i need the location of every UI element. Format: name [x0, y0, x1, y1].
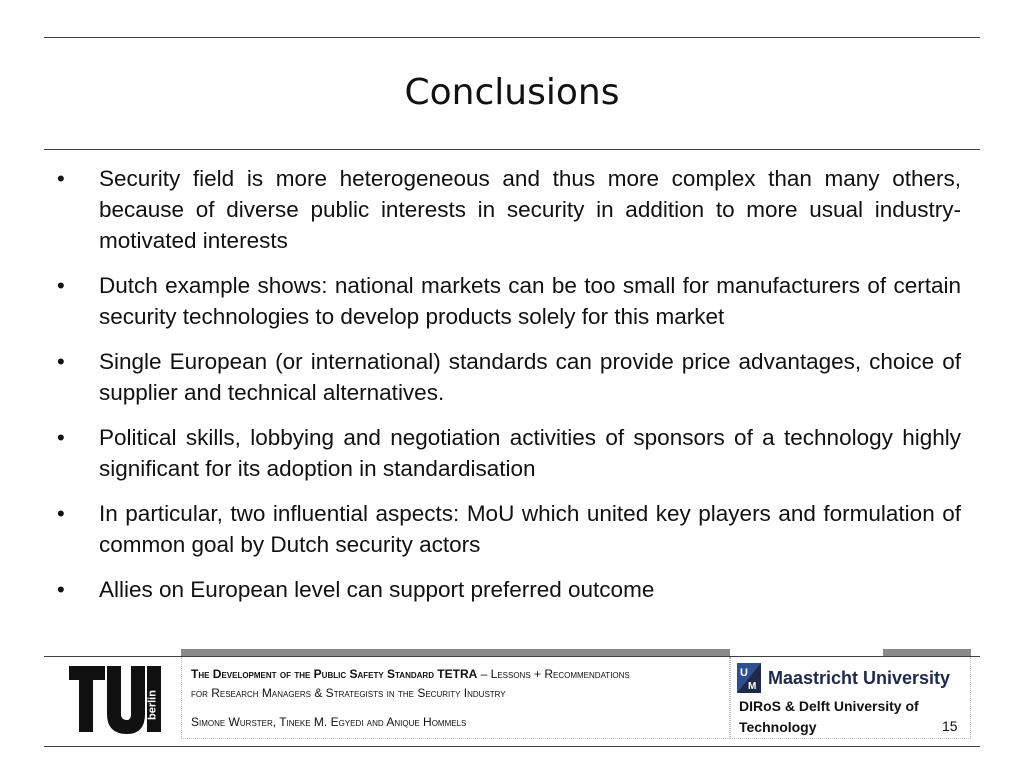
bullet-text: In particular, two influential aspects: MoU which united key players and formulation of common goal by Dutch security actors [99, 501, 961, 557]
bullet-icon: • [57, 166, 65, 191]
title-divider [44, 149, 980, 150]
bottom-divider [44, 746, 980, 747]
slide-title: Conclusions [404, 72, 620, 113]
bullet-text: Dutch example shows: national markets can be too small for manufacturers of certain security technologies to develop products solely for this market [99, 273, 961, 329]
bullet-text: Single European (or international) standards can provide price advantages, choice of supplier and technical alternatives. [99, 349, 961, 405]
top-divider [44, 37, 980, 38]
bullet-item [57, 422, 961, 484]
bullet-item [57, 270, 961, 332]
footer-title-suffix: – Lessons + Recommendations [477, 667, 630, 681]
bullet-text: Allies on European level can support preferred outcome [99, 577, 655, 602]
footer-accent-bar-right [883, 649, 971, 656]
bullet-list [57, 163, 961, 619]
maastricht-university-wordmark: Maastricht University [768, 668, 951, 688]
footer-authors: Simone Wurster, Tineke M. Egyedi and Anique Hommels [191, 715, 467, 729]
bullet-icon: • [57, 501, 65, 526]
bullet-icon: • [57, 273, 65, 298]
footer-presentation-title [191, 667, 630, 681]
svg-text:M: M [748, 681, 757, 692]
tu-logo-wordmark: berlin [146, 690, 159, 720]
svg-text:U: U [740, 667, 748, 679]
tu-berlin-logo [67, 662, 163, 736]
maastricht-university-logo-icon [737, 663, 761, 693]
footer-affiliation: DIRoS & Delft University of Technology [739, 698, 919, 735]
footer-subtitle: for Research Managers & Strategists in the Security Industry [191, 686, 506, 700]
bullet-item [57, 574, 961, 605]
footer-accent-bar-left [181, 649, 730, 656]
bullet-text: Security field is more heterogeneous and thus more complex than many others, because of diverse public interests in security in addition to more usual industry-motivated interests [99, 166, 961, 253]
bullet-icon: • [57, 349, 65, 374]
page-number: 15 [942, 718, 958, 734]
bullet-item [57, 498, 961, 560]
bullet-icon: • [57, 425, 65, 450]
bullet-text: Political skills, lobbying and negotiation activities of sponsors of a technology highly significant for its adoption in standardisation [99, 425, 961, 481]
bullet-item [57, 163, 961, 256]
bullet-item [57, 346, 961, 408]
bullet-icon: • [57, 577, 65, 602]
footer-title-main: The Development of the Public Safety Standard TETRA [191, 667, 478, 681]
